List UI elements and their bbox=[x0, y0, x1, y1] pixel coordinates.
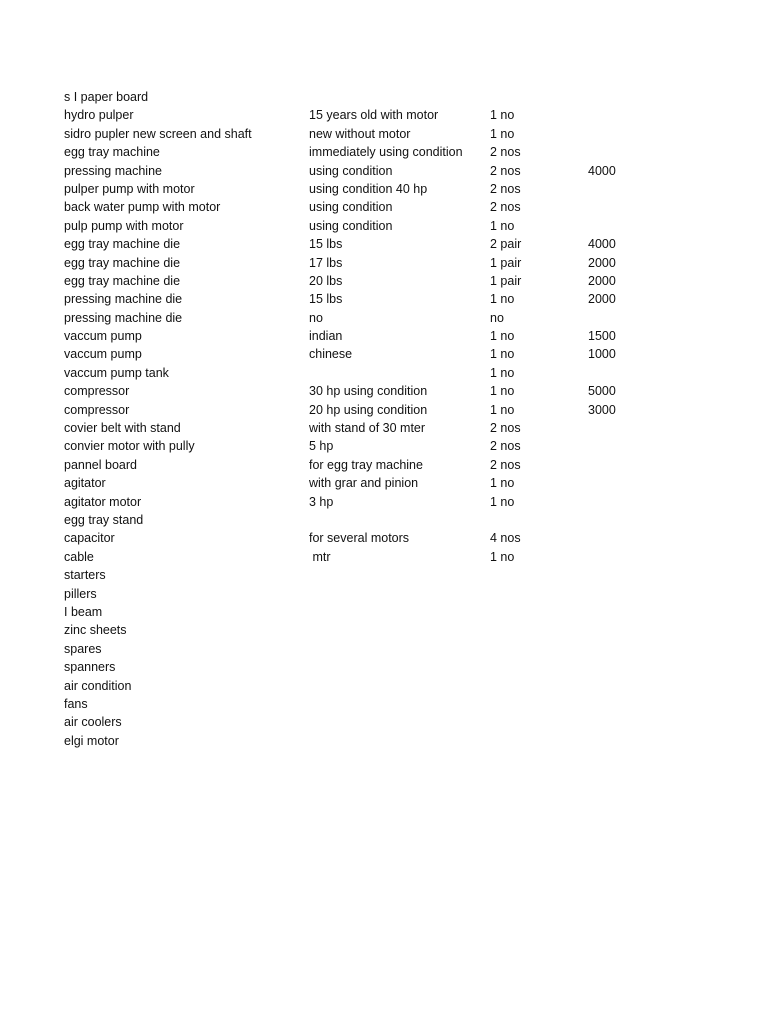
item-cell: fans bbox=[64, 696, 88, 711]
detail-cell: 15 years old with motor bbox=[309, 108, 439, 123]
quantity-cell: 1 no bbox=[490, 292, 515, 307]
table-row bbox=[64, 125, 648, 143]
quantity-cell bbox=[490, 621, 588, 639]
table-row bbox=[64, 235, 648, 253]
quantity-cell: 2 nos bbox=[490, 421, 521, 436]
detail-cell bbox=[309, 640, 490, 658]
price-cell bbox=[588, 125, 648, 143]
detail-cell: new without motor bbox=[309, 126, 411, 141]
price-cell bbox=[588, 106, 648, 124]
detail-cell bbox=[309, 364, 490, 382]
quantity-cell: 2 nos bbox=[490, 181, 521, 196]
detail-cell: for several motors bbox=[309, 531, 410, 546]
item-cell: starters bbox=[64, 568, 106, 583]
item-cell: spares bbox=[64, 641, 102, 656]
detail-cell: using condition bbox=[309, 200, 393, 215]
detail-cell: using condition bbox=[309, 163, 393, 178]
price-cell: 4000 bbox=[588, 237, 616, 252]
table-row bbox=[64, 566, 648, 584]
detail-cell bbox=[309, 585, 490, 603]
detail-cell bbox=[309, 695, 490, 713]
price-cell bbox=[588, 456, 648, 474]
quantity-cell: 1 no bbox=[490, 549, 515, 564]
item-cell: covier belt with stand bbox=[64, 421, 181, 436]
detail-cell: 15 lbs bbox=[309, 292, 343, 307]
quantity-cell bbox=[490, 585, 588, 603]
detail-cell bbox=[309, 566, 490, 584]
table-row bbox=[64, 382, 648, 400]
price-cell: 2000 bbox=[588, 273, 616, 288]
item-cell: pressing machine bbox=[64, 163, 162, 178]
item-cell: pulper pump with motor bbox=[64, 181, 195, 196]
price-cell bbox=[588, 419, 648, 437]
price-cell bbox=[588, 198, 648, 216]
table-row bbox=[64, 180, 648, 198]
price-cell: 2000 bbox=[588, 255, 616, 270]
price-cell bbox=[588, 585, 648, 603]
table-row bbox=[64, 401, 648, 419]
quantity-cell bbox=[490, 732, 588, 750]
detail-cell: 17 lbs bbox=[309, 255, 343, 270]
price-cell bbox=[588, 695, 648, 713]
price-cell bbox=[588, 309, 648, 327]
quantity-cell: 2 nos bbox=[490, 163, 521, 178]
price-cell bbox=[588, 217, 648, 235]
item-cell: pillers bbox=[64, 586, 97, 601]
detail-cell: with grar and pinion bbox=[309, 476, 419, 491]
quantity-cell: 2 pair bbox=[490, 237, 522, 252]
detail-cell bbox=[309, 713, 490, 731]
quantity-cell: 4 nos bbox=[490, 531, 521, 546]
item-cell: I beam bbox=[64, 604, 103, 619]
detail-cell: for egg tray machine bbox=[309, 457, 423, 472]
price-cell: 3000 bbox=[588, 402, 616, 417]
quantity-cell bbox=[490, 695, 588, 713]
table-row bbox=[64, 493, 648, 511]
table-row bbox=[64, 713, 648, 731]
item-cell: egg tray machine bbox=[64, 145, 160, 160]
price-cell bbox=[588, 180, 648, 198]
detail-cell: immediately using condition bbox=[309, 145, 463, 160]
quantity-cell bbox=[490, 677, 588, 695]
table-row bbox=[64, 548, 648, 566]
item-cell: compressor bbox=[64, 402, 130, 417]
price-cell bbox=[588, 364, 648, 382]
table-row bbox=[64, 364, 648, 382]
item-cell: agitator motor bbox=[64, 494, 142, 509]
price-cell: 1000 bbox=[588, 347, 616, 362]
price-cell: 2000 bbox=[588, 292, 616, 307]
table-row bbox=[64, 621, 648, 639]
item-cell: egg tray stand bbox=[64, 512, 144, 527]
table-row bbox=[64, 309, 648, 327]
item-cell: egg tray machine die bbox=[64, 255, 181, 270]
item-cell: vaccum pump tank bbox=[64, 365, 169, 380]
detail-cell bbox=[309, 658, 490, 676]
item-list bbox=[64, 106, 648, 750]
table-row bbox=[64, 345, 648, 363]
price-cell: 4000 bbox=[588, 163, 616, 178]
price-cell bbox=[588, 677, 648, 695]
quantity-cell: no bbox=[490, 310, 504, 325]
quantity-cell: 2 nos bbox=[490, 457, 521, 472]
table-row bbox=[64, 106, 648, 124]
item-cell: cable bbox=[64, 549, 94, 564]
table-row bbox=[64, 162, 648, 180]
detail-cell bbox=[309, 511, 490, 529]
table-row bbox=[64, 217, 648, 235]
table-row bbox=[64, 677, 648, 695]
detail-cell: with stand of 30 mter bbox=[309, 421, 426, 436]
item-cell: back water pump with motor bbox=[64, 200, 221, 215]
detail-cell: 3 hp bbox=[309, 494, 334, 509]
table-row bbox=[64, 327, 648, 345]
price-cell bbox=[588, 529, 648, 547]
table-row bbox=[64, 437, 648, 455]
table-row bbox=[64, 732, 648, 750]
table-row bbox=[64, 419, 648, 437]
price-cell bbox=[588, 548, 648, 566]
quantity-cell bbox=[490, 511, 588, 529]
price-cell: 1500 bbox=[588, 329, 616, 344]
quantity-cell: 1 no bbox=[490, 402, 515, 417]
table-row bbox=[64, 511, 648, 529]
table-row bbox=[64, 640, 648, 658]
price-cell bbox=[588, 621, 648, 639]
item-cell: pressing machine die bbox=[64, 292, 183, 307]
table-row bbox=[64, 198, 648, 216]
detail-cell: 20 lbs bbox=[309, 273, 343, 288]
quantity-cell: 2 nos bbox=[490, 145, 521, 160]
table-row bbox=[64, 272, 648, 290]
item-cell: capacitor bbox=[64, 531, 115, 546]
price-cell bbox=[588, 474, 648, 492]
quantity-cell: 1 no bbox=[490, 384, 515, 399]
item-cell: pulp pump with motor bbox=[64, 218, 184, 233]
item-cell: vaccum pump bbox=[64, 347, 142, 362]
price-cell bbox=[588, 658, 648, 676]
price-cell bbox=[588, 566, 648, 584]
table-row bbox=[64, 585, 648, 603]
quantity-cell bbox=[490, 658, 588, 676]
detail-cell: 30 hp using condition bbox=[309, 384, 428, 399]
table-row bbox=[64, 456, 648, 474]
detail-cell: chinese bbox=[309, 347, 353, 362]
quantity-cell: 1 no bbox=[490, 329, 515, 344]
detail-cell: mtr bbox=[309, 549, 331, 564]
quantity-cell: 1 no bbox=[490, 365, 515, 380]
item-cell: convier motor with pully bbox=[64, 439, 195, 454]
quantity-cell bbox=[490, 713, 588, 731]
price-cell bbox=[588, 511, 648, 529]
detail-cell bbox=[309, 621, 490, 639]
table-row bbox=[64, 143, 648, 161]
price-cell bbox=[588, 732, 648, 750]
detail-cell bbox=[309, 677, 490, 695]
item-cell: air coolers bbox=[64, 715, 122, 730]
quantity-cell: 1 no bbox=[490, 108, 515, 123]
quantity-cell: 1 pair bbox=[490, 273, 522, 288]
item-cell: egg tray machine die bbox=[64, 237, 181, 252]
item-cell: spanners bbox=[64, 660, 116, 675]
table-row bbox=[64, 474, 648, 492]
price-cell bbox=[588, 640, 648, 658]
sheet-title: s I paper board bbox=[64, 90, 149, 104]
table-row bbox=[64, 290, 648, 308]
detail-cell: 5 hp bbox=[309, 439, 334, 454]
quantity-cell: 1 no bbox=[490, 126, 515, 141]
item-cell: agitator bbox=[64, 476, 106, 491]
table-row bbox=[64, 695, 648, 713]
table-row bbox=[64, 603, 648, 621]
quantity-cell: 1 no bbox=[490, 476, 515, 491]
item-cell: elgi motor bbox=[64, 733, 119, 748]
detail-cell: using condition bbox=[309, 218, 393, 233]
quantity-cell: 2 nos bbox=[490, 439, 521, 454]
item-cell: pannel board bbox=[64, 457, 137, 472]
detail-cell bbox=[309, 603, 490, 621]
detail-cell: no bbox=[309, 310, 323, 325]
price-cell bbox=[588, 713, 648, 731]
quantity-cell bbox=[490, 640, 588, 658]
quantity-cell bbox=[490, 566, 588, 584]
table-row bbox=[64, 254, 648, 272]
price-cell bbox=[588, 143, 648, 161]
item-cell: sidro pupler new screen and shaft bbox=[64, 126, 252, 141]
item-cell: compressor bbox=[64, 384, 130, 399]
quantity-cell: 1 no bbox=[490, 347, 515, 362]
quantity-cell bbox=[490, 603, 588, 621]
spreadsheet-page bbox=[64, 88, 648, 750]
detail-cell: indian bbox=[309, 329, 343, 344]
item-cell: pressing machine die bbox=[64, 310, 183, 325]
price-cell bbox=[588, 603, 648, 621]
table-row bbox=[64, 529, 648, 547]
item-cell: egg tray machine die bbox=[64, 273, 181, 288]
detail-cell bbox=[309, 732, 490, 750]
quantity-cell: 1 no bbox=[490, 218, 515, 233]
quantity-cell: 1 no bbox=[490, 494, 515, 509]
detail-cell: 20 hp using condition bbox=[309, 402, 428, 417]
price-cell bbox=[588, 437, 648, 455]
table-row bbox=[64, 658, 648, 676]
detail-cell: using condition 40 hp bbox=[309, 181, 428, 196]
quantity-cell: 1 pair bbox=[490, 255, 522, 270]
item-cell: air condition bbox=[64, 678, 132, 693]
item-cell: zinc sheets bbox=[64, 623, 127, 638]
item-cell: hydro pulper bbox=[64, 108, 134, 123]
price-cell bbox=[588, 493, 648, 511]
item-cell: vaccum pump bbox=[64, 329, 142, 344]
detail-cell: 15 lbs bbox=[309, 237, 343, 252]
quantity-cell: 2 nos bbox=[490, 200, 521, 215]
price-cell: 5000 bbox=[588, 384, 616, 399]
